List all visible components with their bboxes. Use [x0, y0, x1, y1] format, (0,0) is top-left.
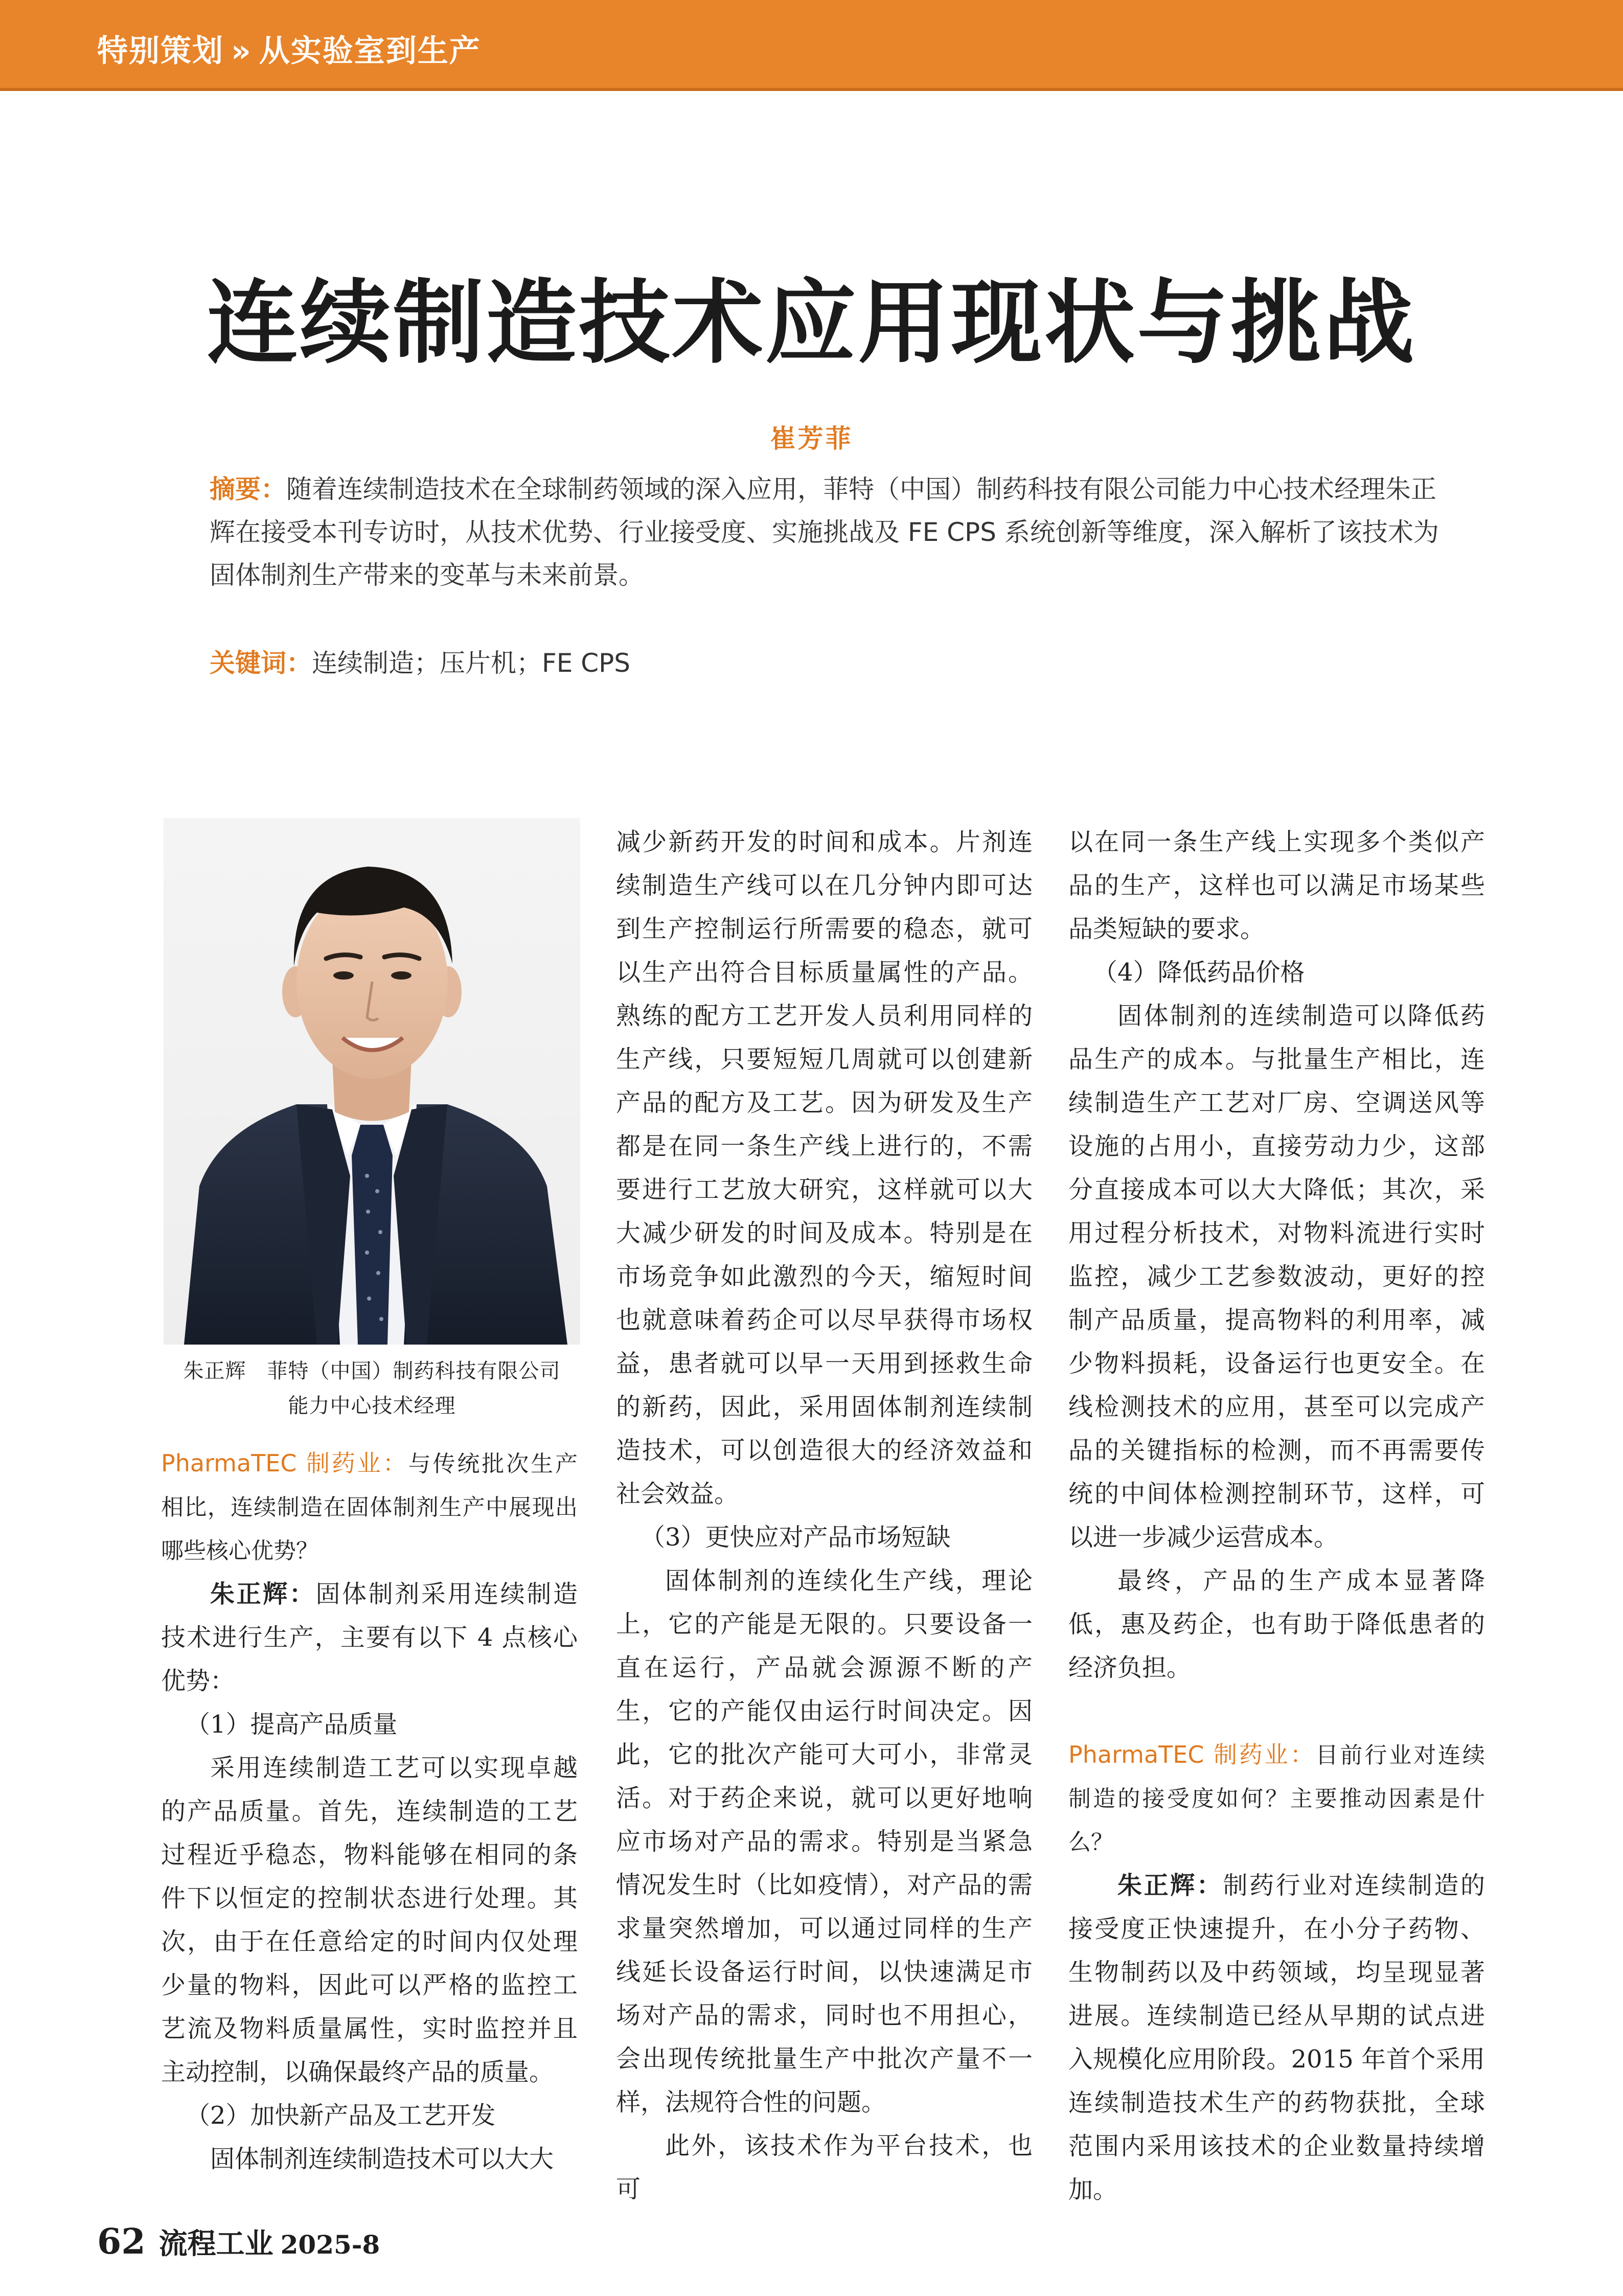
caption-line-2: 能力中心技术经理 — [288, 1394, 456, 1418]
section-name: 特别策划 — [97, 33, 224, 69]
body-column-3 — [1068, 821, 1485, 2212]
section-header — [97, 27, 481, 71]
body-paragraph: 最终，产品的生产成本显著降低，惠及药企，也有助于降低患者的经济负担。 — [1068, 1566, 1485, 1682]
paragraph-spacer — [1068, 1690, 1485, 1733]
portrait-illustration — [164, 818, 580, 1345]
page-number: 62 — [97, 2221, 146, 2262]
section-topic: 从实验室到生产 — [259, 33, 481, 69]
keywords — [210, 642, 1457, 685]
journal-name: 流程工业 — [158, 2227, 273, 2261]
body-column-1 — [161, 1442, 578, 2181]
abstract — [210, 468, 1457, 597]
section-header-bar — [0, 0, 1623, 91]
subheading: （1）提高产品质量 — [186, 1710, 398, 1739]
answer-label: 朱正辉： — [1117, 1871, 1223, 1900]
question-text: 目前行业对连续制造的接受度如何？主要推动因素是什么？ — [1068, 1742, 1485, 1855]
body-paragraph: 固体制剂连续制造技术可以大大 — [210, 2145, 554, 2173]
interview-question-2 — [1068, 1733, 1485, 1864]
page-footer — [97, 2221, 380, 2262]
issue-number: 2025-8 — [280, 2230, 380, 2260]
body-paragraph: 固体制剂的连续制造可以降低药品生产的成本。与批量生产相比，连续制造生产工艺对厂房、空调送风等设施的占用小，直接劳动力少，这部分直接成本可以大大降低；其次，采用过程分析技术，对物料流进行实时监控，减少工艺参数波动，更好的控制产品质量，提高物料的利用率，减少物料损耗，设备运行也更安全。在线检测技术的应用，甚至可以完成产品的关键指标的检测，而不再需要传统的中间体检测控制环节，这样，可以进一步减少运营成本。 — [1068, 1002, 1485, 1552]
subheading: （4）降低药品价格 — [1093, 958, 1305, 987]
article-author: 崔芳菲 — [770, 424, 853, 453]
double-chevron-icon: » — [231, 33, 252, 69]
body-column-2 — [616, 821, 1033, 2211]
body-paragraph: 固体制剂的连续化生产线，理论上，它的产能是无限的。只要设备一直在运行，产品就会源源不断的产生，它的产能仅由运行时间决定。因此，它的批次产能可大可小，非常灵活。对于药企来说，就可以更好地响应市场对产品的需求。特别是当紧急情况发生时（比如疫情），对产品的需求量突然增加，可以通过同样的生产线延长设备运行时间，以快速满足市场对产品的需求，同时也不用担心，会出现传统批量生产中批次产量不一样，法规符合性的问题。 — [616, 1566, 1033, 2117]
abstract-label: 摘要： — [210, 474, 286, 504]
portrait-photo — [164, 818, 580, 1345]
body-paragraph: 采用连续制造工艺可以实现卓越的产品质量。首先，连续制造的工艺过程近乎稳态，物料能够在相同的条件下以恒定的控制状态进行处理。其次，由于在任意给定的时间内仅处理少量的物料，因此可以严格的监控工艺流及物料质量属性，实时监控并且主动控制，以确保最终产品的质量。 — [161, 1754, 578, 2086]
interview-question-1 — [161, 1442, 578, 1573]
body-paragraph: 此外，该技术作为平台技术，也可 — [616, 2131, 1033, 2203]
question-label: PharmaTEC 制药业： — [1068, 1741, 1316, 1768]
answer-label: 朱正辉： — [210, 1580, 316, 1608]
keywords-text: 连续制造；压片机；FE CPS — [312, 648, 631, 678]
article-title: 连续制造技术应用现状与挑战 — [207, 270, 1416, 376]
abstract-text: 随着连续制造技术在全球制药领域的深入应用，菲特（中国）制药科技有限公司能力中心技术经理朱正辉在接受本刊专访时，从技术优势、行业接受度、实施挑战及 FE CPS 系统创新等维度，深入解析了该技术为固体制剂生产带来的变革与未来前景。 — [210, 474, 1439, 590]
answer-paragraph — [161, 1573, 578, 1703]
photo-caption — [164, 1354, 580, 1423]
answer-text: 固体制剂采用连续制造技术进行生产，主要有以下 4 点核心优势： — [161, 1580, 578, 1695]
question-label: PharmaTEC 制药业： — [161, 1449, 408, 1477]
answer-paragraph — [1068, 1864, 1485, 2212]
body-paragraph: 减少新药开发的时间和成本。片剂连续制造生产线可以在几分钟内即可达到生产控制运行所需要的稳态，就可以生产出符合目标质量属性的产品。熟练的配方工艺开发人员利用同样的生产线，只要短短几周就可以创建新产品的配方及工艺。因为研发及生产都是在同一条生产线上进行的，不需要进行工艺放大研究，这样就可以大大减少研发的时间及成本。特别是在市场竞争如此激烈的今天，缩短时间也就意味着药企可以尽早获得市场权益，患者就可以早一天用到拯救生命的新药，因此，采用固体制剂连续制造技术，可以创造很大的经济效益和社会效益。 — [616, 828, 1033, 1508]
body-paragraph: 以在同一条生产线上实现多个类似产品的生产，这样也可以满足市场某些品类短缺的要求。 — [1068, 828, 1485, 943]
keywords-label: 关键词： — [210, 648, 312, 678]
subheading: （2）加快新产品及工艺开发 — [186, 2101, 496, 2130]
caption-line-1: 朱正辉 菲特（中国）制药科技有限公司 — [183, 1359, 561, 1383]
question-text: 与传统批次生产相比，连续制造在固体制剂生产中展现出哪些核心优势？ — [161, 1451, 578, 1564]
subheading: （3）更快应对产品市场短缺 — [641, 1523, 951, 1552]
answer-text: 制药行业对连续制造的接受度正快速提升，在小分子药物、生物制药以及中药领域，均呈现显著进展。连续制造已经从早期的试点进入规模化应用阶段。2015 年首个采用连续制造技术生产的药物获批，全球范围内采用该技术的企业数量持续增加。 — [1068, 1871, 1485, 2204]
